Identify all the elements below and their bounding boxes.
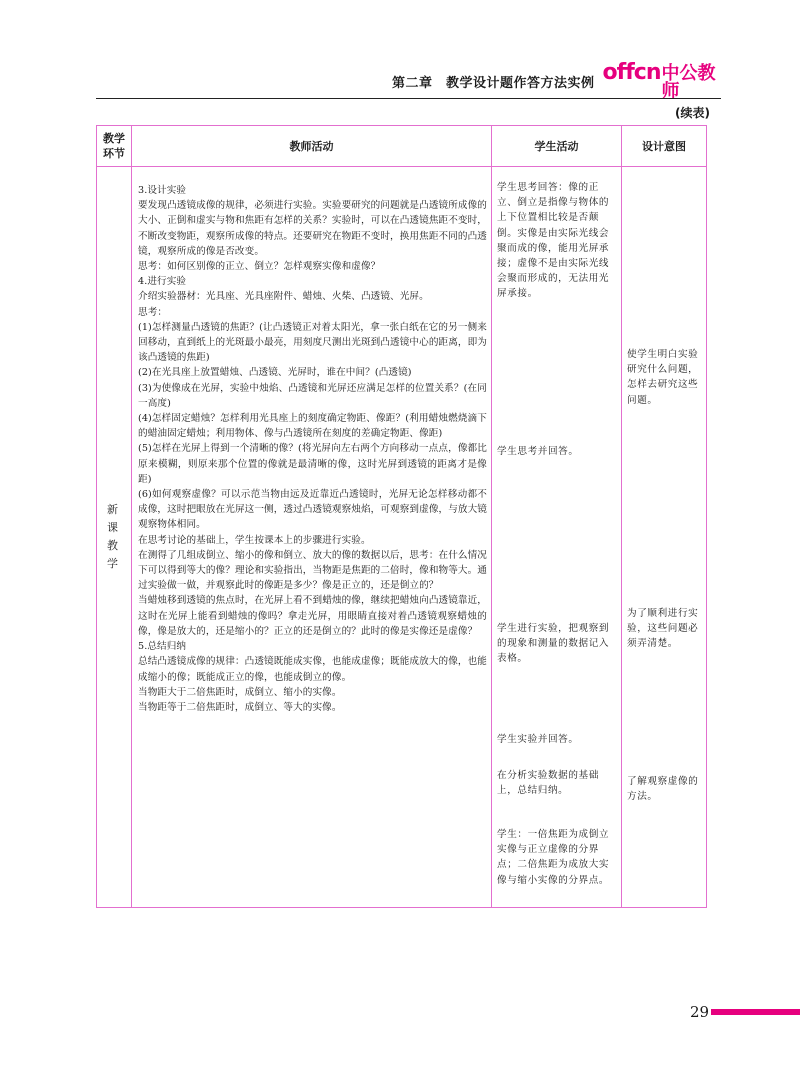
teacher-paragraph: 思考：如何区别像的正立、倒立？怎样观察实像和虚像？: [138, 261, 381, 273]
teacher-paragraph: (2)在光具座上放置蜡烛、凸透镜、光屏时，谁在中间？(凸透镜): [138, 367, 412, 379]
teacher-paragraph: 在思考讨论的基础上，学生按课本上的步骤进行实验。: [138, 534, 371, 546]
intent-note: 为了顺利进行实验，这些问题必须弄清楚。: [627, 608, 699, 650]
stage-cell: [97, 167, 132, 908]
header-stage: 教学环节: [97, 126, 132, 167]
header-student: 学生活动: [492, 126, 622, 167]
header-intent: 设计意图: [622, 126, 707, 167]
teacher-paragraph: 当蜡烛移到透镜的焦点时，在光屏上看不到蜡烛的像，继续把蜡烛向凸透镜靠近，这时在光屏上能看到蜡烛的像吗？拿走光屏，用眼睛直接对着凸透镜观察蜡烛的像，像是放大的，还是缩小的？正立的还是倒立的？此时的像是实像还是虚像？: [138, 595, 487, 637]
student-note: 学生思考并回答。: [497, 446, 579, 457]
teacher-paragraph: 介绍实验器材：光具座、光具座附件、蜡烛、火柴、凸透镜、光屏。: [138, 291, 429, 303]
lesson-table: [96, 125, 707, 908]
student-activity-column: [492, 167, 621, 907]
teacher-step-heading: 3.设计实验: [138, 185, 187, 196]
logo-chinese: 中公教师: [661, 62, 716, 102]
teacher-paragraph: (5)怎样在光屏上得到一个清晰的像？(将光屏向左右两个方向移动一点点，像都比原来模糊，则原来那个位置的像就是最清晰的像，这时光屏到透镜的距离才是像距): [138, 443, 487, 485]
student-activity-cell: [492, 167, 622, 908]
teacher-paragraph: 要发现凸透镜成像的规律，必须进行实验。实验要研究的问题就是凸透镜所成像的大小、正倒和虚实与物和焦距有怎样的关系？实验时，可以在凸透镜焦距不变时，不断改变物距，观察所成像的特点。还要研究在物距不变时，换用焦距不同的凸透镜，观察所成的像是否改变。: [138, 200, 487, 257]
intent-note: 使学生明白实验研究什么问题，怎样去研究这些问题。: [627, 349, 699, 406]
student-note: 学生：一倍焦距为成倒立实像与正立虚像的分界点；二倍焦距为成放大实像与缩小实像的分界点。: [497, 829, 610, 886]
teacher-paragraph: (1)怎样测量凸透镜的焦距？(让凸透镜正对着太阳光，拿一张白纸在它的另一侧来回移动，直到纸上的光斑最小最亮，用刻度尺测出光斑到凸透镜中心的距离，即为该凸透镜的焦距): [138, 321, 487, 364]
design-intent-cell: [622, 167, 707, 908]
student-note: 在分析实验数据的基础上，总结归纳。: [497, 770, 599, 797]
teacher-step-heading: 4.进行实验: [138, 276, 187, 288]
table-header-row: [97, 126, 707, 167]
continued-label: (续表): [675, 106, 710, 120]
running-header: [392, 59, 722, 102]
header-rule: [96, 98, 721, 99]
page-number: 29: [690, 1003, 710, 1021]
teacher-paragraph: (6)如何观察虚像？可以示范当物由远及近靠近凸透镜时，光屏无论怎样移动都不成像，这时把眼放在光屏这一侧，透过凸透镜观察烛焰，可观察到虚像，与放大镜观察物体相同。: [138, 489, 487, 531]
design-intent-column: [622, 167, 706, 907]
header-teacher: 教师活动: [132, 126, 492, 167]
stage-label: 新课教学: [107, 503, 121, 570]
logo-wordmark: offcn: [602, 59, 661, 85]
offcn-logo: [602, 59, 722, 102]
teacher-paragraph: 思考：: [138, 306, 168, 318]
student-note: 学生思考回答：像的正立、倒立是指像与物体的上下位置相比较是否颠倒。实像是由实际光线会聚而成的像，能用光屏承接；虚像不是由实际光线会聚而形成的，无法用光屏承接。: [497, 182, 610, 300]
intent-note: 了解观察虚像的方法。: [627, 776, 699, 803]
teacher-paragraph: (3)为使像成在光屏，实验中烛焰、凸透镜和光屏还应满足怎样的位置关系？(在同一高度): [138, 382, 487, 409]
teacher-paragraph: 当物距大于二倍焦距时，成倒立、缩小的实像。: [138, 686, 342, 698]
chapter-title: 第二章 教学设计题作答方法实例: [392, 75, 595, 91]
teacher-paragraph: 在测得了几组成倒立、缩小的像和倒立、放大的像的数据以后，思考：在什么情况下可以得到等大的像？理论和实验指出，当物距是焦距的二倍时，像和物等大。通过实验做一做，并观察此时的像距是多少？像是正立的，还是倒立的？: [138, 549, 487, 592]
student-note: 学生进行实验，把观察到的现象和测量的数据记入表格。: [497, 623, 610, 665]
teacher-activity-cell: [132, 167, 492, 908]
table-row: [97, 167, 707, 908]
page-accent-bar: [711, 1009, 800, 1015]
teacher-paragraph: (4)怎样固定蜡烛？怎样利用光具座上的刻度确定物距、像距？(利用蜡烛燃烧滴下的蜡油固定蜡烛；利用物体、像与凸透镜所在刻度的差确定物距、像距): [138, 413, 487, 440]
teacher-paragraph: 总结凸透镜成像的规律：凸透镜既能成实像，也能成虚像；既能成放大的像，也能成缩小的像；既能成正立的像，也能成倒立的像。: [138, 656, 487, 683]
teacher-paragraph: 当物距等于二倍焦距时，成倒立、等大的实像。: [138, 701, 342, 713]
teacher-step-heading: 5.总结归纳: [138, 641, 187, 653]
student-note: 学生实验并回答。: [497, 734, 579, 745]
